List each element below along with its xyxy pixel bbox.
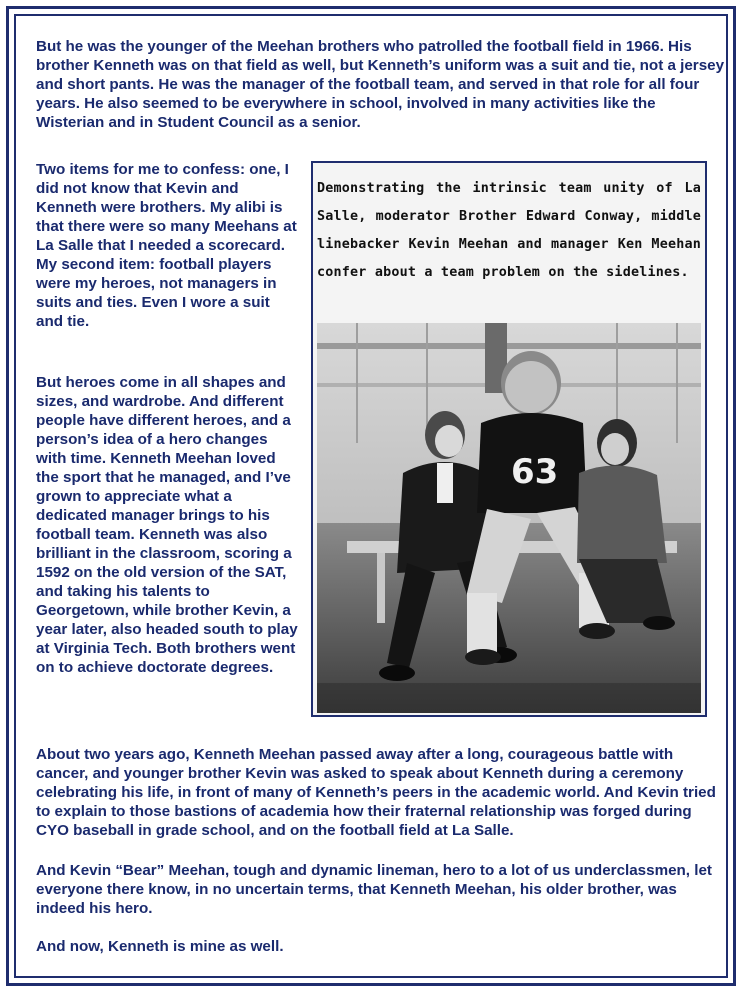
paragraph-intro: But he was the younger of the Meehan brothers who patrolled the football field in 1966. His brother Kenneth was on that field as well, but Kenneth’s uniform was a suit and tie, not a jersey and short pants. He was the manager of the football team, and served in that role for all four years. He also seemed to be everywhere in school, involved in many activities like the Wisterian and in Student Council as a senior. xyxy=(36,38,725,131)
sideline-photo xyxy=(317,323,701,713)
jersey-number: 63 xyxy=(511,452,559,492)
paragraph-passing: About two years ago, Kenneth Meehan passed away after a long, courageous battle with cancer, and younger brother Kevin was asked to speak about Kenneth during a ceremony celebrating his life, in front of many of Kenneth’s peers in the academic world. And Kevin tried to explain to those bastions of academia how their fraternal relationship was forged during CYO baseball in grade school, and on the football field at La Salle. xyxy=(36,746,716,839)
paragraph-confession: Two items for me to confess: one, I did not know that Kevin and Kenneth were brothers. My alibi is that there were so many Meehans at La Salle that I needed a scorecard. My second item: football players were my heroes, not managers in suits and ties. Even I wore a suit and tie. xyxy=(36,161,297,330)
paragraph-bear: And Kevin “Bear” Meehan, tough and dynamic lineman, hero to a lot of us underclassmen, let everyone there know, in no uncertain terms, that Kenneth Meehan, his older brother, was indeed his hero. xyxy=(36,862,712,917)
paragraph-closing: And now, Kenneth is mine as well. xyxy=(36,938,284,955)
photo-frame xyxy=(311,161,707,717)
paragraph-heroes: But heroes come in all shapes and sizes, and wardrobe. And different people have different heroes, and a person’s idea of a hero changes with time. Kenneth Meehan loved the sport that he managed, and I’ve grown to appreciate what a dedicated manager brings to his football team. Kenneth was also brilliant in the classroom, scoring a 1592 on the old version of the SAT, and taking his talents to Georgetown, while brother Kevin, a year later, also headed south to play at Virginia Tech. Both brothers went on to achieve doctorate degrees. xyxy=(36,374,298,676)
photo-caption: Demonstrating the intrinsic team unity of La Salle, moderator Brother Edward Conway, middle linebacker Kevin Meehan and manager Ken Meehan confer about a team problem on the sidelines. xyxy=(317,181,701,280)
